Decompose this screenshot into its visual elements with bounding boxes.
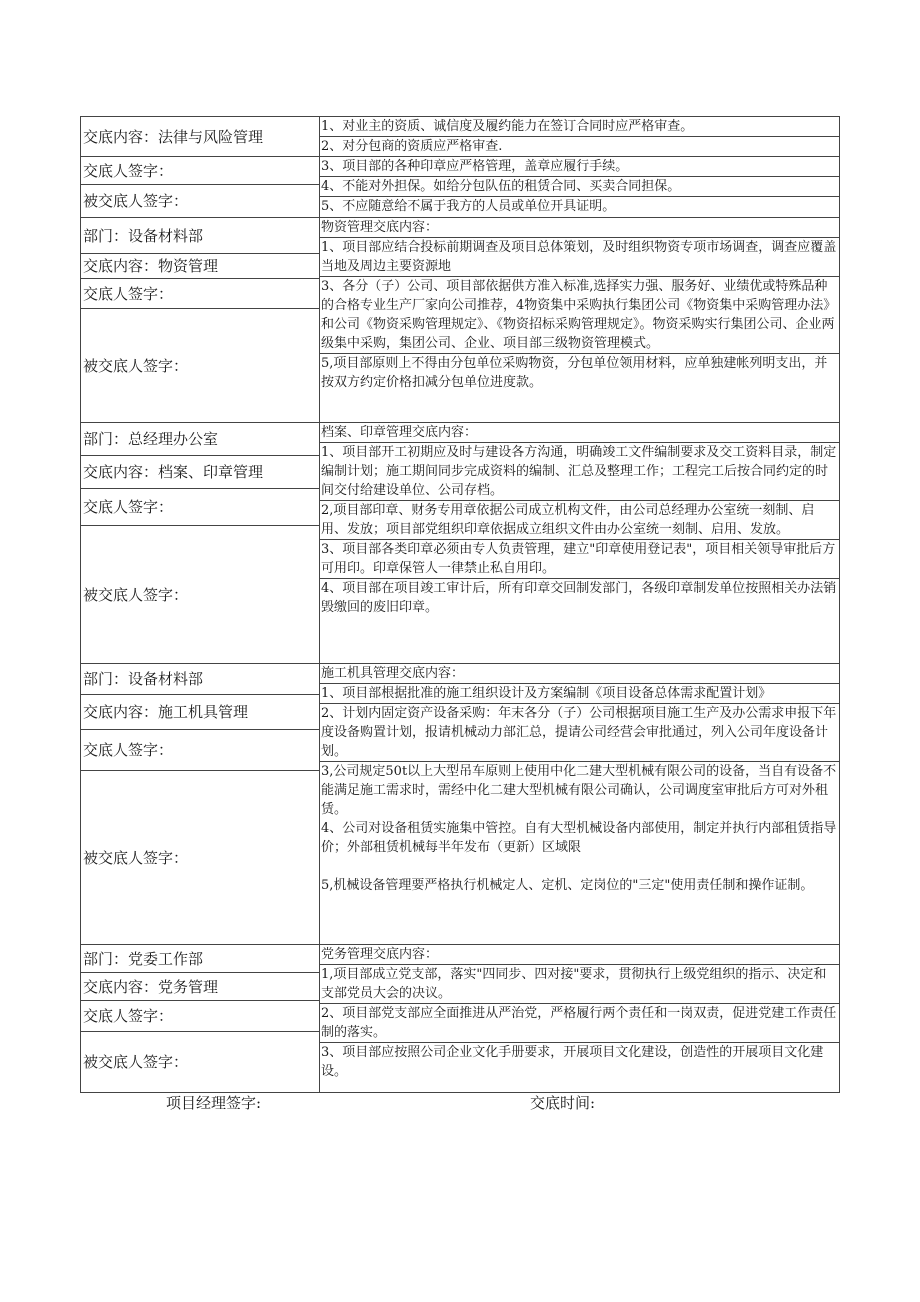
content-item: 3、项目部各类印章必须由专人负责管理，建立"印章使用登记表"，项目相关领导审批后方可用印。印章保管人一律禁止私自用印。: [320, 539, 839, 578]
recipient-signer-field[interactable]: 被交底人签字：: [81, 525, 319, 663]
content-heading: 物资管理交底内容：: [321, 220, 439, 235]
content-item: 2、项目部党支部应全面推进从严治党，严格履行两个责任和一岗双责，促进党建工作责任制的落实。: [320, 1003, 839, 1042]
content-item: 1、项目部应结合投标前期调查及项目总体策划，及时组织物资专项市场调查，调查应覆盖当地及周边主要资源地: [320, 237, 839, 276]
section-materials: [81, 217, 839, 422]
handover-signer-field[interactable]: 交底人签字：: [81, 156, 319, 184]
section-left-fields: [81, 423, 320, 663]
department-field: 部门：总经理办公室: [83, 430, 219, 448]
content-item: 1、项目部开工初期应及时与建设各方沟通，明确竣工文件编制要求及交工资料目录，制定编制计划；施工期间同步完成资料的编制、汇总及整理工作；工程完工后按合同约定的时间交付给建设单位、公司存档。: [320, 442, 839, 500]
content-heading: 档案、印章管理交底内容：: [321, 425, 478, 440]
handover-content-field: 交底内容：档案、印章管理: [81, 455, 319, 488]
handover-content-field: 交底内容：法律与风险管理: [83, 127, 264, 146]
section-content: [320, 664, 839, 944]
content-item: 2,项目部印章、财务专用章依据公司成立机构文件，由公司总经理办公室统一刻制、启用、发放；项目部党组织印章依据成立组织文件由办公室统一刻制、启用、发放。: [320, 500, 839, 539]
handover-signer-field[interactable]: 交底人签字：: [81, 278, 319, 308]
content-item: 4、项目部在项目竣工审计后，所有印章交回制发部门，各级印章制发单位按照相关办法销毁缴回的废旧印章。: [320, 578, 839, 663]
content-item: 2、计划内固定资产设备采购：年末各分（子）公司根据项目施工生产及办公需求申报下年度设备购置计划，报请机械动力部汇总，提请公司经营会审批通过，列入公司年度设备计划。: [320, 703, 839, 761]
content-item: 5、不应随意给不属于我方的人员或单位开具证明。: [320, 196, 839, 217]
section-content: [320, 117, 839, 217]
handover-time[interactable]: 交底时间:: [530, 1094, 596, 1112]
content-item: 3,公司规定50t以上大型吊车原则上使用中化二建大型机械有限公司的设备，当自有设备不能满足施工需求时，需经中化二建大型机械有限公司确认，公司调度室审批后方可对外租赁。 4、公司对设备租赁实施集中管控。自有大型机械设备内部使用，制定并执行内部租赁指导价；外部租赁机械每半年发布（更新）区域限 5,机械设备管理要严格执行机械定人、定机、定岗位的"三定"使用责任制和操作证制。: [320, 761, 839, 944]
content-item: 1,项目部成立党支部，落实"四同步、四对接"要求，贯彻执行上级党组织的指示、决定和支部党员大会的决议。: [320, 964, 839, 1003]
handover-content-field: 交底内容：物资管理: [81, 253, 319, 278]
section-archives-seals: [81, 422, 839, 663]
content-item: 5,项目部原则上不得由分包单位采购物资，分包单位领用材料，应单独建帐列明支出，并按双方约定价格扣减分包单位进度款。: [320, 353, 839, 422]
section-machinery: [81, 663, 839, 944]
project-manager-signature[interactable]: 项目经理签字:: [166, 1094, 262, 1112]
section-content: [320, 218, 839, 422]
department-field: 部门：党委工作部: [83, 949, 204, 968]
handover-content-field: 交底内容：施工机具管理: [81, 694, 319, 729]
section-legal-risk: [81, 117, 839, 217]
handover-signer-field[interactable]: 交底人签字：: [81, 1000, 319, 1031]
section-party-affairs: [81, 944, 839, 1092]
section-left-fields: [81, 117, 320, 217]
section-content: [320, 945, 839, 1092]
section-left-fields: [81, 664, 320, 944]
content-heading: 施工机具管理交底内容：: [321, 666, 465, 681]
content-item: 3、各分（子）公司、项目部依据供方准入标准,选择实力强、服务好、业绩优或特殊品种的合格专业生产厂家向公司推荐，4物资集中采购执行集团公司《物资集中采购管理办法》和公司《物资采购管理规定》、《物资招标采购管理规定》。物资采购实行集团公司、企业两级集中采购，集团公司、企业、项目部三级物资管理模式。: [320, 276, 839, 353]
recipient-signer-field[interactable]: 被交底人签字：: [81, 184, 319, 217]
content-item: 1、项目部根据批准的施工组织设计及方案编制《项目设备总体需求配置计划》: [320, 683, 839, 703]
recipient-signer-field[interactable]: 被交底人签字：: [81, 308, 319, 422]
signature-footer: [0, 1092, 920, 1114]
department-field: 部门：设备材料部: [83, 670, 204, 688]
section-left-fields: [81, 218, 320, 422]
recipient-signer-field[interactable]: 被交底人签字：: [81, 770, 319, 944]
content-item: 3、项目部的各种印章应严格管理，盖章应履行手续。: [320, 156, 839, 176]
recipient-signer-field[interactable]: 被交底人签字：: [81, 1031, 319, 1092]
content-item: 4、不能对外担保。如给分包队伍的租赁合同、买卖合同担保。: [320, 176, 839, 196]
content-item: 3、项目部应按照公司企业文化手册要求，开展项目文化建设，创造性的开展项目文化建设。: [320, 1042, 839, 1092]
section-content: [320, 423, 839, 663]
content-heading: 党务管理交底内容：: [321, 947, 439, 962]
handover-table: [80, 116, 840, 1093]
handover-signer-field[interactable]: 交底人签字：: [81, 729, 319, 770]
content-item: 1、对业主的资质、诚信度及履约能力在签订合同时应严格审查。: [321, 119, 694, 134]
handover-content-field: 交底内容：党务管理: [81, 972, 319, 1000]
handover-signer-field[interactable]: 交底人签字：: [81, 488, 319, 525]
section-left-fields: [81, 945, 320, 1092]
content-item: 2、对分包商的资质应严格审查.: [320, 136, 839, 156]
department-field: 部门：设备材料部: [83, 226, 204, 245]
